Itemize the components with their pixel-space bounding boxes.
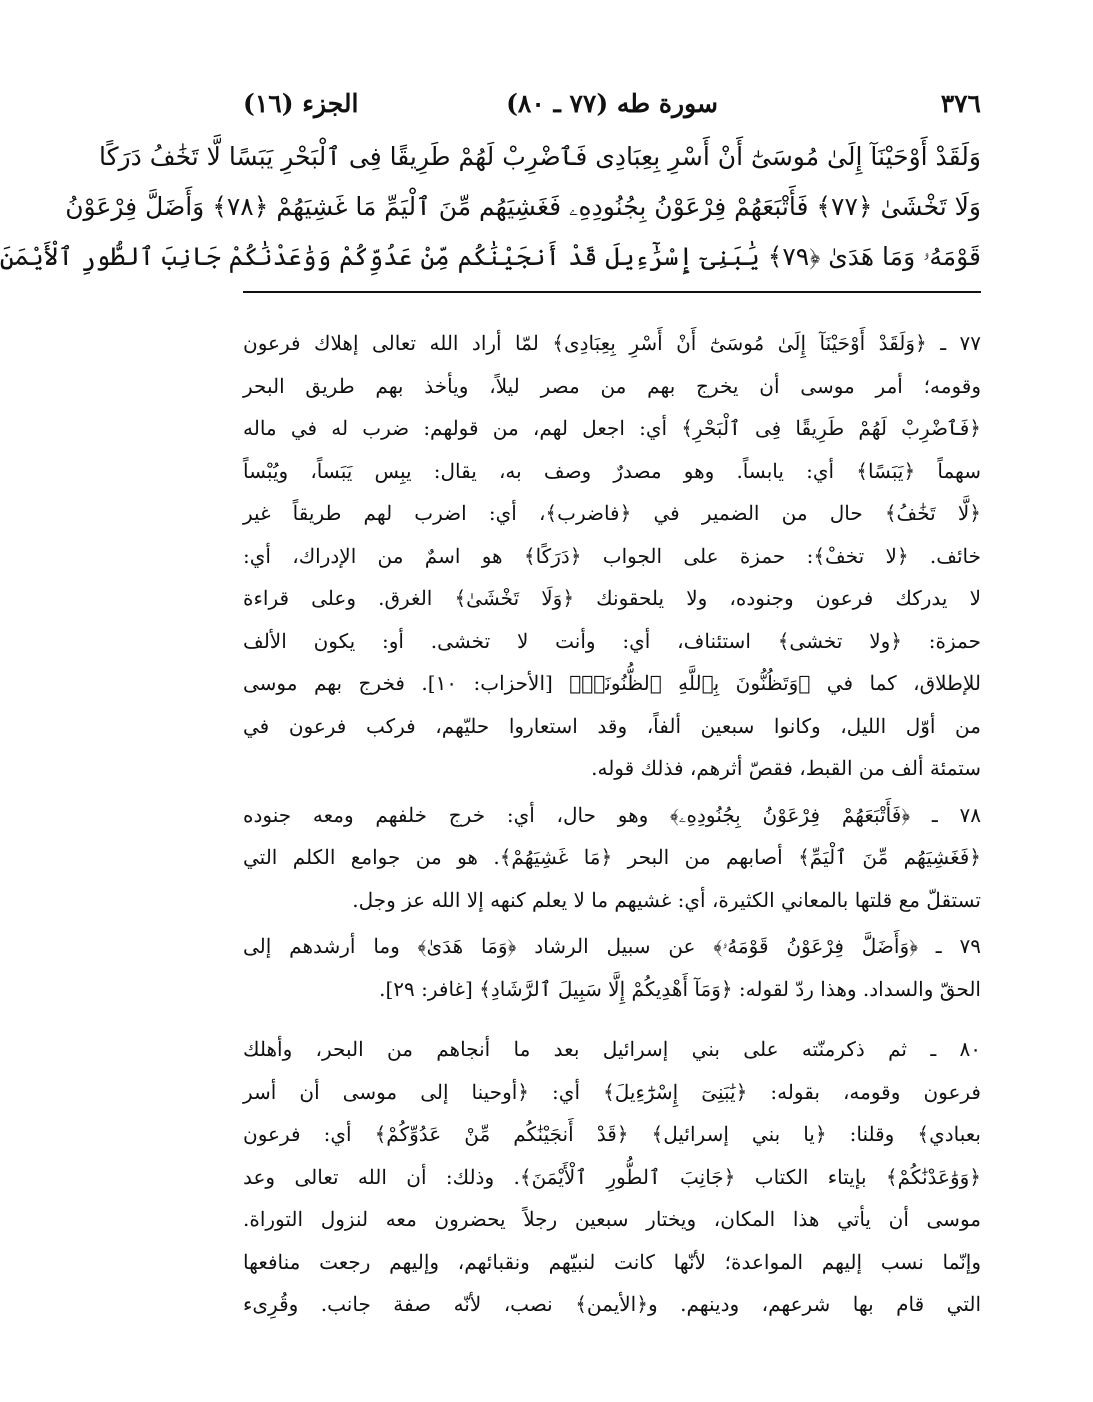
- paragraph-gap: [243, 1010, 981, 1028]
- commentary-paragraph-77: [243, 322, 981, 790]
- commentary-paragraph-79: [243, 925, 981, 1010]
- quran-line: قَوْمَهُۥ وَمَا هَدَىٰ ﴿٧٩﴾ يَٰبَنِىٓ إِسْرَٰٓءِيلَ قَدْ أَنجَيْنَٰكُم مِّنْ عَدُوِّكُمْ وَوَٰعَدْنَٰكُمْ جَانِبَ ٱلطُّورِ ٱلْأَيْمَنَ: [0, 242, 981, 271]
- commentary-line: التي قام بها شرعهم، ودينهم. و﴿الأيمن﴾ نصب، لأنّه صفة جانب. وقُرِىء: [243, 1292, 981, 1316]
- commentary-line: خائف. ﴿لا تخفْ﴾: حمزة على الجواب ﴿دَرَكًا﴾ هو اسمٌ من الإدراك، أي:: [243, 543, 982, 568]
- commentary-line: سهماً ﴿يَبَسًا﴾ أي: يابساً. وهو مصدرٌ وصف به، يقال: يبِس يَبَساً، ويُبْساً: [243, 458, 981, 483]
- commentary-paragraph-78: [243, 794, 981, 922]
- surah-title: سورة طه (٧٧ ـ ٨٠): [506, 89, 718, 118]
- commentary-line: وقومه؛ أمر موسى أن يخرج بهم من مصر ليلاً، ويأخذ بهم طريق البحر: [243, 373, 981, 398]
- commentary-line: ﴿لَّا تَخَٰفُ﴾ حال من الضمير في ﴿فاضرب﴾، أي: اضرب لهم طريقاً غير: [243, 501, 981, 525]
- page-number: ٣٧٦: [940, 89, 981, 118]
- commentary-line: من أوّل الليل، وكانوا سبعين ألفاً، وقد استعاروا حليّهم، فركب فرعون في: [243, 713, 981, 738]
- juz-label: الجزء (١٦): [243, 89, 359, 118]
- commentary-line: ٨٠ ـ ثم ذكرمنّته على بني إسرائيل بعد ما أنجاهم من البحر، وأهلك: [243, 1037, 981, 1061]
- commentary-line: بعبادي﴾ وقلنا: ﴿يا بني إسرائيل﴾ ﴿قَدْ أَنجَيْنَٰكُم مِّنْ عَدُوِّكُمْ﴾ أي: فرعون: [243, 1122, 981, 1146]
- commentary-line: ٧٨ ـ ﴿فَأَتْبَعَهُمْ فِرْعَوْنُ بِجُنُودِهِۦ﴾ وهو حال، أي: خرج خلفهم ومعه جنوده: [243, 802, 981, 827]
- commentary-line: وإنّما نسب إليهم المواعدة؛ لأنّها كانت لنبيّهم ونقبائهم، وإليهم رجعت منافعها: [243, 1249, 981, 1274]
- commentary-line: ﴿فَغَشِيَهُم مِّنَ ٱلْيَمِّ﴾ أصابهم من البحر ﴿مَا غَشِيَهُمْ﴾. هو من جوامع الكلم التي: [243, 845, 981, 869]
- quran-line: وَلَقَدْ أَوْحَيْنَآ إِلَىٰ مُوسَىٰٓ أَنْ أَسْرِ بِعِبَادِى فَٱضْرِبْ لَهُمْ طَرِيقًا فِى ٱلْبَحْرِ يَبَسًا لَّا تَخَٰفُ دَرَكًا: [99, 142, 981, 171]
- commentary-line: تستقلّ مع قلتها بالمعاني الكثيرة، أي: غشيهم ما لا يعلم كنهه إلا الله عز وجل.: [352, 887, 981, 912]
- page-header: [243, 84, 981, 124]
- commentary-line: ٧٩ ـ ﴿وَأَضَلَّ فِرْعَوْنُ قَوْمَهُۥ﴾ عن سبيل الرشاد ﴿وَمَا هَدَىٰ﴾ وما أرشدهم إلى: [243, 934, 981, 958]
- commentary-line: لا يدركك فرعون وجنوده، ولا يلحقونك ﴿وَلَا تَخْشَىٰ﴾ الغرق. وعلى قراءة: [243, 586, 981, 610]
- commentary-line: ستمئة ألف من القبط، فقصّ أثرهم، فذلك قوله.: [591, 756, 981, 780]
- commentary-paragraph-80: [243, 1028, 981, 1326]
- commentary-line: ﴿وَوَٰعَدْنَٰكُمْ﴾ بإيتاء الكتاب ﴿جَانِبَ ٱلطُّورِ ٱلْأَيْمَنَ﴾. وذلك: أن الله تعالى وعد: [243, 1164, 981, 1189]
- commentary-line: ٧٧ ـ ﴿وَلَقَدْ أَوْحَيْنَآ إِلَىٰ مُوسَىٰٓ أَنْ أَسْرِ بِعِبَادِى﴾ لمّا أراد الله تعالى إهلاك فرعون: [243, 331, 982, 355]
- quran-line: وَلَا تَخْشَىٰ ﴿٧٧﴾ فَأَتْبَعَهُمْ فِرْعَوْنُ بِجُنُودِهِۦ فَغَشِيَهُم مِّنَ ٱلْيَمِّ مَا غَشِيَهُمْ ﴿٧٨﴾ وَأَضَلَّ فِرْعَوْنُ: [65, 192, 981, 221]
- commentary-line: الحقّ والسداد. وهذا ردّ لقوله: ﴿وَمَآ أَهْدِيكُمْ إِلَّا سَبِيلَ ٱلرَّشَادِ﴾ [غافر: ٢٩].: [379, 976, 981, 1001]
- quran-verses-block: [0, 132, 981, 282]
- commentary-block: [243, 322, 981, 1326]
- commentary-line: حمزة: ﴿ولا تخشى﴾ استئناف، أي: وأنت لا تخشى. أو: يكون الألف: [243, 628, 981, 653]
- commentary-line: فرعون وقومه، بقوله: ﴿يَٰبَنِىٓ إِسْرَٰٓءِيلَ﴾ أي: ﴿أوحينا إلى موسى أن أسر: [243, 1079, 981, 1104]
- commentary-line: موسى أن يأتي هذا المكان، ويختار سبعين رجلاً يحضرون معه لنزول التوراة.: [243, 1207, 981, 1231]
- commentary-line: ﴿فَٱضْرِبْ لَهُمْ طَرِيقًا فِى ٱلْبَحْرِ﴾ أي: اجعل لهم، من قولهم: ضرب له في ماله: [243, 416, 981, 440]
- separator-rule: [243, 291, 981, 293]
- commentary-line: للإطلاق، كما في ﴿وَتَظُنُّونَ بِٱللَّهِ ٱلظُّنُونَا۠﴾ [الأحزاب: ١٠]. فخرج بهم موسى: [243, 671, 982, 695]
